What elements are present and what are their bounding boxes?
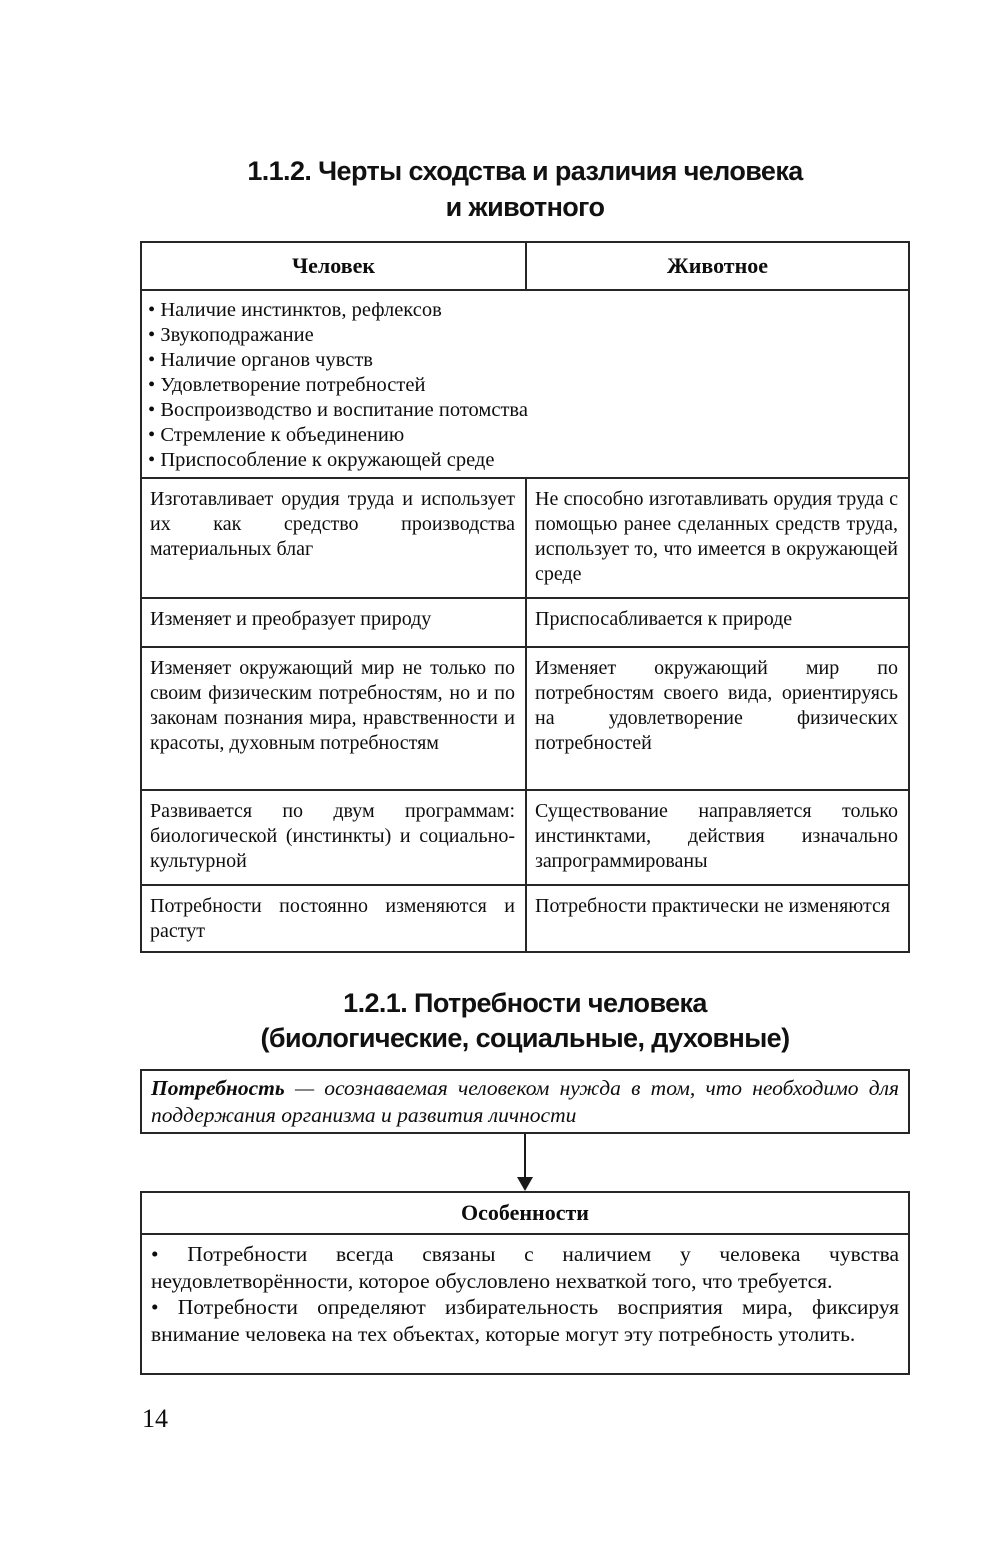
common-trait-item: • Воспроизводство и воспитание потомства xyxy=(148,398,898,423)
common-traits-list xyxy=(148,298,898,473)
animal-cell: Изменяет окружающий мир по потребностям своего вида, ориентируясь на удовлетворение физических потребностей xyxy=(525,648,908,789)
table-row xyxy=(142,597,908,646)
common-trait-item: • Наличие инстинктов, рефлексов xyxy=(148,298,898,323)
common-trait-item: • Наличие органов чувств xyxy=(148,348,898,373)
human-cell: Развивается по двум программам: биологической (инстинкты) и социально-культурной xyxy=(150,800,515,872)
human-cell: Изменяет окружающий мир не только по своим физическим потребностям, но и по законам познания мира, нравственности и красоты, духовным потребностям xyxy=(150,657,515,754)
table-row xyxy=(142,884,908,951)
human-cell: Потребности постоянно изменяются и растут xyxy=(150,895,515,942)
page-content xyxy=(140,0,910,1434)
section-1-title-line-2: и животного xyxy=(445,192,605,222)
animal-cell: Не способно изготавливать орудия труда с помощью ранее сделанных средств труда, использует то, что имеется в окружающей среде xyxy=(525,479,908,597)
section-2-title xyxy=(140,986,910,1056)
animal-cell: Существование направляется только инстинктами, действия изначально запрограммированы xyxy=(525,791,908,884)
down-arrow-head-icon xyxy=(517,1177,533,1191)
animal-cell: Потребности практически не изменяются xyxy=(525,886,908,951)
section-1-title-line-1: 1.1.2. Черты сходства и различия человека xyxy=(247,156,803,186)
common-traits-row xyxy=(142,291,908,477)
common-trait-item: • Стремление к объединению xyxy=(148,423,898,448)
feature-item-text: Потребности определяют избирательность восприятия мира, фиксируя внимание человека на тех объектах, которые могут эту потребность утолить. xyxy=(151,1295,899,1346)
column-header-human: Человек xyxy=(291,253,376,278)
table-row xyxy=(142,477,908,597)
features-box xyxy=(140,1191,910,1375)
feature-item: • Потребности определяют избирательность восприятия мира, фиксируя внимание человека на тех объектах, которые могут эту потребность утолить. xyxy=(151,1295,899,1346)
section-1-title xyxy=(140,153,910,225)
features-box-body xyxy=(142,1235,908,1373)
human-animal-comparison-table xyxy=(140,241,910,953)
definition-term: Потребность xyxy=(151,1076,285,1100)
section-2-title-line-1: 1.2.1. Потребности человека xyxy=(343,988,707,1018)
animal-cell: Приспосабливается к природе xyxy=(525,599,908,646)
column-header-animal: Животное xyxy=(525,243,908,289)
features-box-title: Особенности xyxy=(142,1193,908,1235)
table-row xyxy=(142,789,908,884)
feature-item-text: Потребности всегда связаны с наличием у человека чувства неудовлетворённости, которое обусловлено нехваткой того, что требуется. xyxy=(151,1242,899,1293)
down-arrow xyxy=(140,1134,910,1191)
table-header-row xyxy=(142,243,908,291)
definition-box xyxy=(140,1069,910,1134)
common-trait-item: • Звукоподражание xyxy=(148,323,898,348)
common-trait-item: • Удовлетворение потребностей xyxy=(148,373,898,398)
page-number: 14 xyxy=(142,1404,168,1433)
common-trait-item: • Приспособление к окружающей среде xyxy=(148,448,898,473)
section-2-title-line-2: (биологические, социальные, духовные) xyxy=(260,1023,790,1053)
down-arrow-line xyxy=(524,1134,526,1180)
feature-item: • Потребности всегда связаны с наличием у человека чувства неудовлетворённости, которое обусловлено нехваткой того, что требуется. xyxy=(151,1242,899,1293)
definition-text: — осознаваемая человеком нужда в том, что необходимо для поддержания организма и развития личности xyxy=(151,1076,900,1127)
table-row xyxy=(142,646,908,789)
human-cell: Изменяет и преобразует природу xyxy=(150,608,432,630)
human-cell: Изготавливает орудия труда и использует их как средство производства материальных благ xyxy=(150,488,515,560)
